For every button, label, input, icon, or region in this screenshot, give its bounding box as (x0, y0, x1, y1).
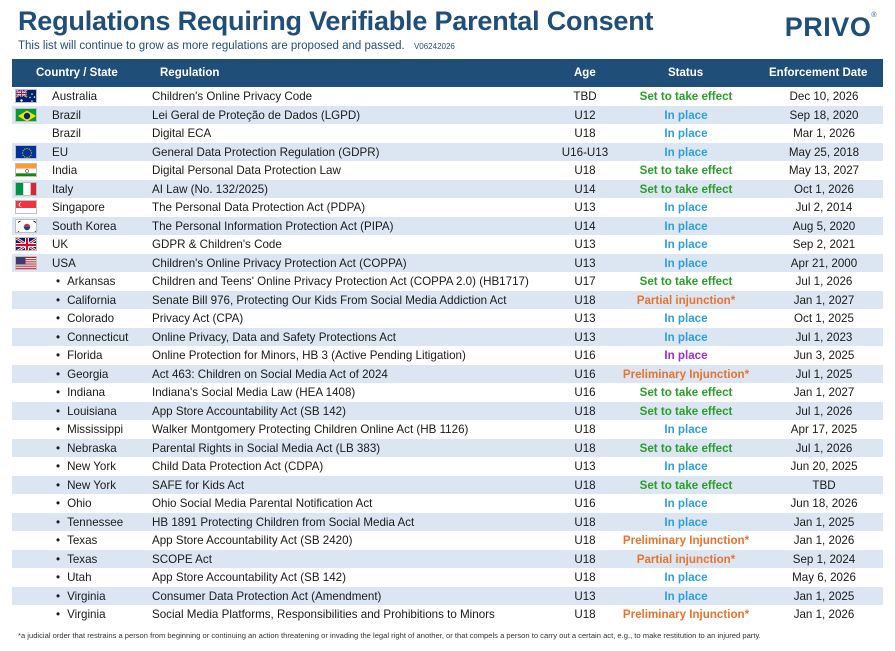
table-row (12, 180, 883, 199)
regulation-cell: Children's Online Privacy Code (152, 90, 313, 103)
table-row (12, 124, 883, 143)
country-state-cell (56, 312, 114, 325)
bullet-icon: • (56, 589, 61, 603)
regulation-cell: Senate Bill 976, Protecting Our Kids From Social Media Addiction Act (152, 293, 507, 307)
country-state-name: Arkansas (67, 275, 116, 288)
status-cell: Set to take effect (639, 164, 733, 177)
regulation-cell: HB 1891 Protecting Children from Social Media Act (152, 515, 415, 529)
table-row (12, 217, 883, 236)
status-cell: In place (664, 108, 708, 122)
country-state-cell (56, 442, 117, 455)
col-enforcement-header: Enforcement Date (769, 67, 868, 79)
table-row (12, 235, 883, 254)
country-state-cell (52, 109, 81, 122)
country-state-name: Colorado (67, 312, 115, 325)
country-state-cell (56, 460, 116, 473)
country-state-name: Connecticut (67, 330, 129, 344)
regulation-cell: The Personal Data Protection Act (PDPA) (152, 201, 366, 214)
enforcement-date-cell: Sep 18, 2020 (789, 108, 859, 122)
table-row (12, 494, 883, 513)
col-age-header: Age (574, 67, 596, 79)
table-row (12, 383, 883, 402)
regulation-cell: Online Privacy, Data and Safety Protections Act (152, 330, 397, 344)
australia-flag (15, 89, 37, 103)
regulation-cell: The Personal Information Protection Act (PIPA) (152, 219, 394, 233)
country-state-name: New York (67, 460, 117, 473)
regulation-cell: Children and Teens' Online Privacy Protection Act (COPPA 2.0) (HB1717) (152, 275, 529, 288)
enforcement-date-cell: Jan 1, 2025 (793, 515, 855, 529)
usa-flag (15, 256, 37, 270)
age-cell: U13 (574, 312, 596, 325)
table-row (12, 365, 883, 384)
enforcement-date-cell: May 6, 2026 (792, 571, 856, 584)
age-cell: U13 (574, 256, 596, 270)
regulation-cell: Walker Montgomery Protecting Children Online Act (HB 1126) (152, 423, 469, 436)
age-cell: U18 (574, 164, 596, 177)
col-status-header: Status (668, 67, 704, 79)
status-cell: In place (664, 219, 708, 233)
country-state-name: Nebraska (67, 441, 117, 455)
enforcement-date-cell: TBD (812, 478, 836, 492)
table-row (12, 328, 883, 347)
country-state-cell (56, 571, 92, 584)
status-cell: Set to take effect (639, 90, 733, 103)
table-row (12, 143, 883, 162)
country-state-cell (52, 127, 81, 140)
country-state-name: India (52, 164, 78, 177)
age-cell: U13 (574, 238, 596, 251)
country-state-cell (56, 423, 123, 436)
age-cell: U17 (574, 275, 596, 288)
status-cell: In place (664, 127, 708, 140)
country-state-cell (52, 146, 68, 159)
regulation-cell: Child Data Protection Act (CDPA) (152, 460, 324, 473)
regulation-cell: Online Protection for Minors, HB 3 (Active Pending Litigation) (152, 349, 466, 362)
age-cell: U18 (574, 478, 596, 492)
age-cell: U16-U13 (561, 145, 609, 159)
status-cell: In place (664, 497, 708, 510)
country-state-cell (56, 405, 117, 418)
table-row (12, 402, 883, 421)
country-state-name: Virginia (67, 589, 106, 603)
age-cell: U18 (574, 608, 596, 621)
enforcement-date-cell: Sep 1, 2024 (792, 552, 856, 566)
country-state-name: Ohio (67, 497, 92, 510)
country-state-name: USA (52, 256, 76, 270)
country-state-cell (56, 349, 103, 362)
status-cell: In place (664, 571, 708, 584)
status-cell: Preliminary Injunction* (622, 534, 750, 547)
country-state-name: Texas (67, 552, 98, 566)
table-header (12, 59, 883, 87)
country-state-cell (56, 516, 123, 529)
enforcement-date-cell: Jul 1, 2026 (795, 441, 853, 455)
col-regulation-header: Regulation (160, 67, 220, 79)
status-cell: Set to take effect (639, 478, 733, 492)
status-cell: In place (664, 460, 708, 473)
country-state-name: Utah (67, 571, 92, 584)
status-cell: Partial injunction* (636, 293, 736, 307)
age-cell: U13 (574, 201, 596, 214)
regulation-cell: Digital ECA (152, 127, 212, 140)
country-state-name: Singapore (52, 201, 105, 214)
age-cell: U16 (574, 386, 596, 399)
country-state-name: Louisiana (67, 404, 117, 418)
country-state-name: Indiana (67, 386, 106, 399)
status-cell: In place (664, 349, 708, 362)
table-row (12, 87, 883, 106)
regulation-cell: Privacy Act (CPA) (152, 312, 244, 325)
country-state-cell (56, 479, 116, 492)
bullet-icon: • (56, 478, 61, 492)
singapore-flag (15, 200, 37, 214)
enforcement-date-cell: Jul 2, 2014 (795, 201, 853, 214)
table-row (12, 531, 883, 550)
uk-flag (15, 237, 37, 251)
bullet-icon: • (56, 349, 61, 362)
table-row (12, 439, 883, 458)
table-row (12, 272, 883, 291)
table-body (12, 87, 883, 624)
regulation-cell: Act 463: Children on Social Media Act of 2024 (152, 367, 388, 381)
bullet-icon: • (56, 330, 61, 344)
table-row (12, 291, 883, 310)
country-state-name: Australia (52, 90, 98, 103)
bullet-icon: • (56, 293, 61, 307)
age-cell: U16 (574, 497, 596, 510)
status-cell: Set to take effect (639, 182, 733, 196)
enforcement-date-cell: Apr 21, 2000 (790, 256, 858, 270)
enforcement-date-cell: Jun 20, 2025 (790, 460, 858, 473)
status-cell: Set to take effect (639, 404, 733, 418)
status-cell: In place (664, 238, 708, 251)
country-state-cell (52, 201, 105, 214)
country-state-name: Italy (52, 182, 74, 196)
regulation-cell: General Data Protection Regulation (GDPR) (152, 145, 380, 159)
status-cell: In place (664, 589, 708, 603)
country-state-cell (56, 534, 97, 547)
enforcement-date-cell: Mar 1, 2026 (793, 127, 855, 140)
enforcement-date-cell: Oct 1, 2025 (794, 312, 854, 325)
status-cell: In place (664, 423, 708, 436)
enforcement-date-cell: Jul 1, 2025 (795, 367, 853, 381)
regulation-cell: Parental Rights in Social Media Act (LB 383) (152, 441, 381, 455)
bullet-icon: • (56, 515, 61, 529)
age-cell: U18 (574, 127, 596, 140)
age-cell: U18 (574, 441, 596, 455)
regulation-cell: Social Media Platforms, Responsibilities and Prohibitions to Minors (152, 608, 495, 621)
status-cell: Set to take effect (639, 441, 733, 455)
south-korea-flag (15, 219, 37, 233)
country-state-cell (56, 275, 115, 288)
country-state-name: Brazil (52, 108, 81, 122)
country-state-cell (56, 331, 128, 344)
bullet-icon: • (56, 312, 61, 325)
country-state-cell (52, 220, 116, 233)
table-row (12, 309, 883, 328)
table-row (12, 198, 883, 217)
country-state-name: UK (52, 238, 69, 251)
table-row (12, 587, 883, 606)
country-state-name: Texas (67, 534, 98, 547)
age-cell: U18 (574, 404, 596, 418)
age-cell: U12 (574, 108, 596, 122)
enforcement-date-cell: Sep 2, 2021 (792, 238, 856, 251)
bullet-icon: • (56, 367, 61, 381)
enforcement-date-cell: Apr 17, 2025 (790, 423, 858, 436)
regulation-cell: Consumer Data Protection Act (Amendment) (152, 589, 382, 603)
table-row (12, 476, 883, 495)
bullet-icon: • (56, 460, 61, 473)
bullet-icon: • (56, 441, 61, 455)
enforcement-date-cell: Jan 1, 2026 (793, 534, 855, 547)
enforcement-date-cell: Jul 1, 2023 (795, 330, 853, 344)
status-cell: In place (664, 330, 708, 344)
table-row (12, 550, 883, 569)
regulation-cell: Indiana's Social Media Law (HEA 1408) (152, 386, 356, 399)
age-cell: U13 (574, 589, 596, 603)
country-state-cell (56, 497, 92, 510)
age-cell: U14 (574, 182, 596, 196)
bullet-icon: • (56, 275, 61, 288)
country-state-cell (56, 294, 116, 307)
age-cell: U16 (574, 349, 596, 362)
bullet-icon: • (56, 404, 61, 418)
footnote: *a judicial order that restrains a person from beginning or continuing an action threatening or invading the legal right of another, or that compels a person to carry out a certain act, e.g., to make restitution to an injured party. (18, 631, 761, 640)
table-row (12, 254, 883, 273)
regulation-cell: SCOPE Act (152, 552, 212, 566)
enforcement-date-cell: Jan 1, 2026 (793, 608, 855, 621)
enforcement-date-cell: Jun 18, 2026 (790, 497, 858, 510)
page-title: Regulations Requiring Verifiable Parental Consent (18, 6, 654, 36)
status-cell: Partial injunction* (636, 552, 736, 566)
country-state-name: Georgia (67, 367, 109, 381)
bullet-icon: • (56, 552, 61, 566)
regulation-cell: App Store Accountability Act (SB 2420) (152, 534, 353, 547)
regulations-table (12, 59, 883, 624)
country-state-cell (56, 553, 97, 566)
country-state-name: South Korea (52, 219, 117, 233)
table-row (12, 106, 883, 125)
status-cell: In place (664, 312, 708, 325)
age-cell: U18 (574, 293, 596, 307)
country-state-cell (56, 608, 106, 621)
regulation-cell: Digital Personal Data Protection Law (152, 164, 341, 177)
table-row (12, 457, 883, 476)
enforcement-date-cell: Jan 1, 2025 (793, 589, 855, 603)
age-cell: TBD (573, 90, 597, 103)
table-row (12, 346, 883, 365)
status-cell: In place (664, 201, 708, 214)
status-cell: Preliminary Injunction* (622, 608, 750, 621)
table-row (12, 420, 883, 439)
regulation-cell: Lei Geral de Proteção de Dados (LGPD) (152, 108, 361, 122)
age-cell: U14 (574, 219, 596, 233)
age-cell: U18 (574, 552, 596, 566)
enforcement-date-cell: Jul 1, 2026 (795, 275, 853, 288)
eu-flag (15, 145, 37, 159)
registered-mark: ® (871, 12, 877, 19)
enforcement-date-cell: Dec 10, 2026 (789, 90, 859, 103)
regulation-cell: AI Law (No. 132/2025) (152, 182, 269, 196)
enforcement-date-cell: Oct 1, 2026 (794, 182, 854, 196)
age-cell: U18 (574, 423, 596, 436)
age-cell: U16 (574, 367, 596, 381)
subtitle-text: This list will continue to grow as more regulations are proposed and passed. (18, 40, 405, 52)
enforcement-date-cell: Jun 3, 2025 (793, 349, 855, 362)
enforcement-date-cell: Jul 1, 2026 (795, 404, 853, 418)
country-state-cell (56, 590, 106, 603)
country-state-name: EU (52, 145, 69, 159)
country-state-cell (56, 368, 108, 381)
country-state-name: New York (67, 478, 117, 492)
country-state-cell (56, 386, 105, 399)
status-cell: Set to take effect (639, 386, 733, 399)
age-cell: U18 (574, 515, 596, 529)
table-row (12, 568, 883, 587)
country-state-cell (52, 257, 76, 270)
bullet-icon: • (56, 497, 61, 510)
country-state-name: Florida (67, 349, 103, 362)
age-cell: U18 (574, 571, 596, 584)
india-flag (15, 163, 37, 177)
country-state-cell (52, 183, 73, 196)
country-state-name: Virginia (67, 608, 106, 621)
table-row (12, 161, 883, 180)
enforcement-date-cell: Jan 1, 2027 (793, 293, 855, 307)
country-state-name: California (67, 293, 117, 307)
col-country-header: Country / State (36, 67, 118, 79)
enforcement-date-cell: Aug 5, 2020 (792, 219, 856, 233)
page-subtitle (18, 40, 455, 52)
bullet-icon: • (56, 608, 61, 621)
regulation-cell: Ohio Social Media Parental Notification Act (152, 497, 373, 510)
age-cell: U13 (574, 330, 596, 344)
regulation-cell: App Store Accountability Act (SB 142) (152, 404, 346, 418)
status-cell: Set to take effect (639, 275, 733, 288)
country-state-name: Mississippi (67, 423, 124, 436)
status-cell: Preliminary Injunction* (622, 367, 750, 381)
version-code: V06242026 (413, 42, 455, 51)
bullet-icon: • (56, 571, 61, 584)
logo-text: PRIVO (784, 12, 872, 42)
country-state-cell (52, 164, 77, 177)
age-cell: U18 (574, 534, 596, 547)
bullet-icon: • (56, 534, 61, 547)
status-cell: In place (664, 256, 708, 270)
bullet-icon: • (56, 423, 61, 436)
regulation-cell: Children's Online Privacy Protection Act (COPPA) (152, 256, 407, 270)
age-cell: U13 (574, 460, 596, 473)
enforcement-date-cell: May 13, 2027 (788, 164, 860, 177)
table-row (12, 605, 883, 624)
enforcement-date-cell: Jan 1, 2027 (793, 386, 855, 399)
regulation-cell: GDPR & Children's Code (152, 238, 282, 251)
italy-flag (15, 182, 37, 196)
status-cell: In place (664, 515, 708, 529)
regulation-cell: SAFE for Kids Act (152, 478, 245, 492)
privo-logo (785, 12, 877, 43)
status-cell: In place (664, 145, 708, 159)
bullet-icon: • (56, 386, 61, 399)
country-state-name: Tennessee (67, 515, 124, 529)
country-state-cell (52, 90, 97, 103)
country-state-cell (52, 238, 68, 251)
regulation-cell: App Store Accountability Act (SB 142) (152, 571, 346, 584)
brazil-flag (15, 108, 37, 122)
table-row (12, 513, 883, 532)
country-state-name: Brazil (52, 127, 81, 140)
enforcement-date-cell: May 25, 2018 (788, 145, 860, 159)
